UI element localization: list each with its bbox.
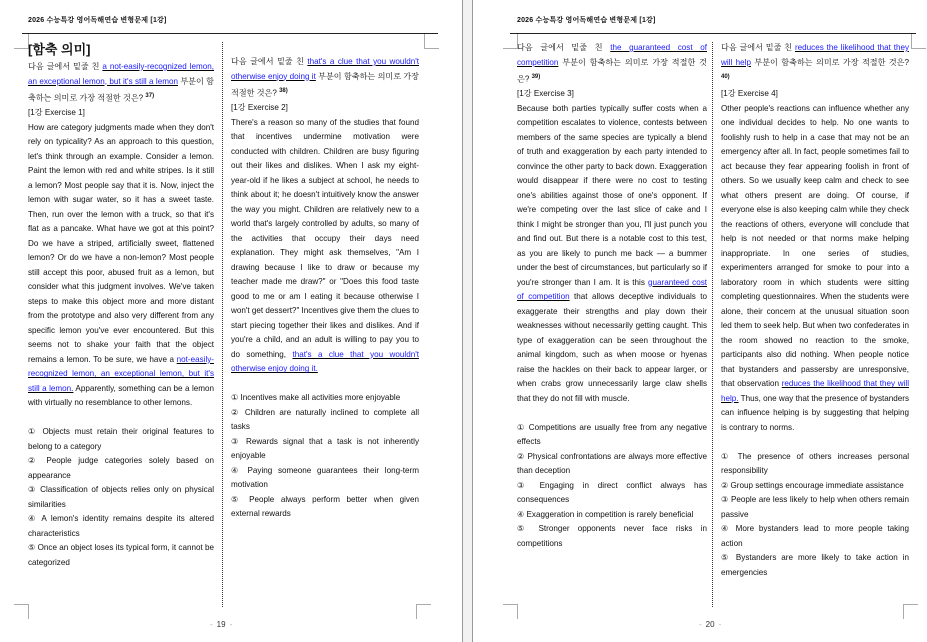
crop-mark	[14, 604, 29, 619]
choice-4[interactable]: ④ A lemon's identity remains despite its altered characteristics	[28, 514, 214, 538]
choice-3[interactable]: ③ Engaging in direct conflict always has consequences	[517, 480, 707, 505]
exercise-label: [1강 Exercise 1]	[28, 108, 85, 118]
crop-mark	[903, 604, 918, 619]
choice-4[interactable]: ④ Exaggeration in competition is rarely beneficial	[517, 509, 694, 519]
exercise-label: [1강 Exercise 2]	[231, 103, 288, 113]
passage	[721, 102, 909, 436]
exercise-label: [1강 Exercise 4]	[721, 89, 778, 99]
prompt-text: 부분이 함축하는 의미로 가장 적절한 것은?	[517, 57, 707, 84]
crop-mark	[14, 34, 29, 49]
page-number: - 20 -	[699, 620, 722, 629]
answer-choices	[517, 421, 707, 552]
choice-2[interactable]: ② People judge categories solely based on appearance	[28, 456, 214, 480]
choice-5[interactable]: ⑤ Bystanders are more likely to take action in emergencies	[721, 553, 909, 577]
choice-5[interactable]: ⑤ People always perform better when given external rewards	[231, 494, 419, 519]
question-38	[231, 55, 419, 522]
choice-4[interactable]: ④ More bystanders lead to more people taking action	[721, 524, 909, 548]
answer-choices	[231, 391, 419, 522]
passage	[28, 121, 214, 411]
page-header: 2026 수능특강 영어독해연습 변형문제 [1강]	[517, 17, 656, 24]
crop-mark	[503, 604, 518, 619]
prompt-underlined-phrase[interactable]: that's a clue that you wouldn't otherwise enjoy doing it	[231, 57, 420, 81]
header-rule	[22, 33, 438, 34]
page-number-value: 19	[216, 620, 226, 629]
question-37	[28, 40, 214, 570]
question-prompt	[517, 41, 707, 87]
passage	[517, 102, 707, 407]
passage	[231, 116, 419, 377]
page-number: - 19 -	[210, 620, 233, 629]
passage-text: Because both parties typically suffer costs when a competition escalates to violence, contests between members of the same species are typically a blend of truth and exaggeration by each party intended to convince the other party to back down. Exaggeration would disappear if there were no cost to testing one's abilities against those of one's opponent. If we're competing over the last slice of cake and I think I might be stronger than you, I'll just punch you and find out. But there is a notable cost to this test, as you are likely to punch me back — a bummer under the best of circumstances, but particularly so if you're stronger than I am. It is this	[517, 103, 707, 287]
choice-5[interactable]: ⑤ Stronger opponents never face risks in competitions	[517, 524, 707, 548]
passage-text: that allows deceptive individuals to exaggerate their strengths and play down their weaknesses without necessarily getting caught. This type of exaggeration can be seen throughout the animal kingdom, such as when moose or hyenas raise the hackles on their back to appear larger, or when crabs grow unnecessarily large claw shells that they do not fill with muscle.	[517, 292, 707, 403]
prompt-text: 다음 글에서 밑줄 친	[721, 43, 795, 52]
choice-2[interactable]: ② Group settings encourage immediate assistance	[721, 480, 904, 490]
answer-choices	[721, 450, 909, 581]
crop-mark	[911, 34, 926, 49]
page-number-value: 20	[705, 620, 715, 629]
prompt-text: 부분이 함축하는 의미로 가장 적절한 것은?	[231, 71, 419, 98]
question-prompt	[721, 41, 909, 87]
passage-text: Thus, one way that the presence of bystanders can influence helping is by suggesting that helping is contrary to norms.	[721, 393, 909, 432]
passage-underlined-phrase[interactable]: that's a clue that you wouldn't otherwise enjoy doing it.	[231, 349, 420, 374]
page-header: 2026 수능특강 영어독해연습 변형문제 [1강]	[28, 17, 167, 24]
choice-3[interactable]: ③ Rewards signal that a task is not inherently enjoyable	[231, 436, 419, 461]
choice-1[interactable]: ① Competitions are usually free from any negative effects	[517, 422, 707, 447]
choice-1[interactable]: ① Incentives make all activities more enjoyable	[231, 393, 401, 403]
prompt-underlined-phrase[interactable]: reduces the likelihood that they will help	[721, 43, 909, 67]
question-40	[721, 41, 909, 580]
choice-3[interactable]: ③ Classification of objects relies only on physical similarities	[28, 485, 214, 509]
choice-3[interactable]: ③ People are less likely to help when others remain passive	[721, 495, 909, 519]
prompt-underlined-phrase[interactable]: a not-easily-recognized lemon, an exceptional lemon, but it's still a lemon	[28, 62, 214, 86]
exercise-label: [1강 Exercise 3]	[517, 89, 574, 99]
footnote-marker[interactable]: 38)	[279, 88, 288, 94]
passage-underlined-phrase[interactable]: guaranteed cost of competition	[517, 277, 707, 302]
prompt-text: 부분이 함축하는 의미로 가장 적절한 것은?	[750, 57, 909, 67]
prompt-text: 다음 글에서 밑줄 친	[231, 57, 308, 66]
question-prompt	[28, 60, 214, 106]
passage-text: How are category judgments made when they don't rely on typicality? As an approach to this question, let's think through an example. Consider a lemon. Paint the lemon with red and white stripes. Is it still a lemon? Most people say that it is. Now, inject the lemon with sugar water, so it has a sweet taste. Then, run over the lemon with a truck, so that it's flat as a pancake. What have we got at this point? Do we have a striped, artificially sweet, flattened lemon? Or do we have a non-lemon? Most people still accept this poor, abused fruit as a lemon, but consider what this judgment involves. We've taken steps to make this object more and more distant from the prototype and also very different from any specific lemon you've ever encountered. But this seems not to shake your faith that the object remains a lemon. To be sure, we have a	[28, 122, 214, 364]
header-rule	[510, 33, 916, 34]
passage-underlined-phrase[interactable]: not-easily-recognized lemon, an exceptional lemon, but it's still a lemon.	[28, 354, 214, 393]
answer-choices	[28, 425, 214, 570]
passage-text: Apparently, something can be a lemon with virtually no resemblance to other lemons.	[28, 383, 214, 408]
question-39	[517, 41, 707, 551]
passage-text: There's a reason so many of the studies that found that incentives undermine motivation were conducted with children. Children are busy figuring out their likes and dislikes. When I ask my eight-year-old if he likes a subject at school, he needs to think about it; he doesn't intuitively know the answer the way you might. Children are relatively new to a world that's largely controlled by adults, so many of the activities that occupy their days need explanation. They might ask themselves, "Am I drawing because I like to draw or because my teacher made me draw?" or "Does this food taste good to me or am I eating it because otherwise I won't get dessert?" Incentives give them the clues to start piecing together their likes and dislikes. And if you're a child, and an adult is willing to pay you to do something,	[231, 117, 419, 359]
section-title: [함축 의미]	[28, 42, 91, 57]
column-divider	[712, 42, 713, 607]
page-19	[0, 0, 463, 642]
column-divider	[222, 42, 223, 607]
choice-5[interactable]: ⑤ Once an object loses its typical form, it cannot be categorized	[28, 543, 214, 567]
choice-4[interactable]: ④ Paying someone guarantees their long-term motivation	[231, 465, 419, 490]
crop-mark	[424, 34, 439, 49]
footnote-marker[interactable]: 39)	[531, 74, 541, 80]
passage-underlined-phrase[interactable]: reduces the likelihood that they will help.	[721, 379, 910, 403]
crop-mark	[416, 604, 431, 619]
choice-2[interactable]: ② Physical confrontations are always more effective than deception	[517, 451, 707, 476]
prompt-text: 다음 글에서 밑줄 친	[28, 62, 103, 71]
footnote-marker[interactable]: 40)	[721, 74, 730, 80]
question-prompt	[231, 55, 419, 101]
choice-1[interactable]: ① Objects must retain their original features to belong to a category	[28, 427, 214, 451]
prompt-text: 부분이 함축하는 의미로 가장 적절한 것은?	[28, 76, 214, 103]
footnote-marker[interactable]: 37)	[145, 93, 155, 99]
passage-text: Other people's reactions can influence whether any one individual decides to help. No one wants to foolishly rush to help in a case that may not be an emergency after all. In fact, people sometimes fail to act because they fear appearing foolish in front of others. So we usually keep calm and check to see what others present are doing. Of course, if everyone else is also keeping calm while they check the reactions of others, everyone will conclude that help is not needed or that norms make helping inappropriate. In one series of studies, experimenters arranged for smoke to pour into a laboratory room in which students were sitting completing questionnaires. When the students were alone, their concern at the unusual situation soon led them to seek help. But when two confederates in the room showed no reaction to the smoke, participants also did nothing. When people notice that bystanders and passersby are unresponsive, that observation	[721, 103, 909, 389]
page-20	[472, 0, 927, 642]
choice-1[interactable]: ① The presence of others increases personal responsibility	[721, 451, 909, 476]
choice-2[interactable]: ② Children are naturally inclined to complete all tasks	[231, 407, 419, 432]
prompt-text: 다음 글에서 밑줄 친	[517, 43, 611, 52]
prompt-underlined-phrase[interactable]: the guaranteed cost of competition	[517, 43, 708, 67]
crop-mark	[503, 34, 518, 49]
